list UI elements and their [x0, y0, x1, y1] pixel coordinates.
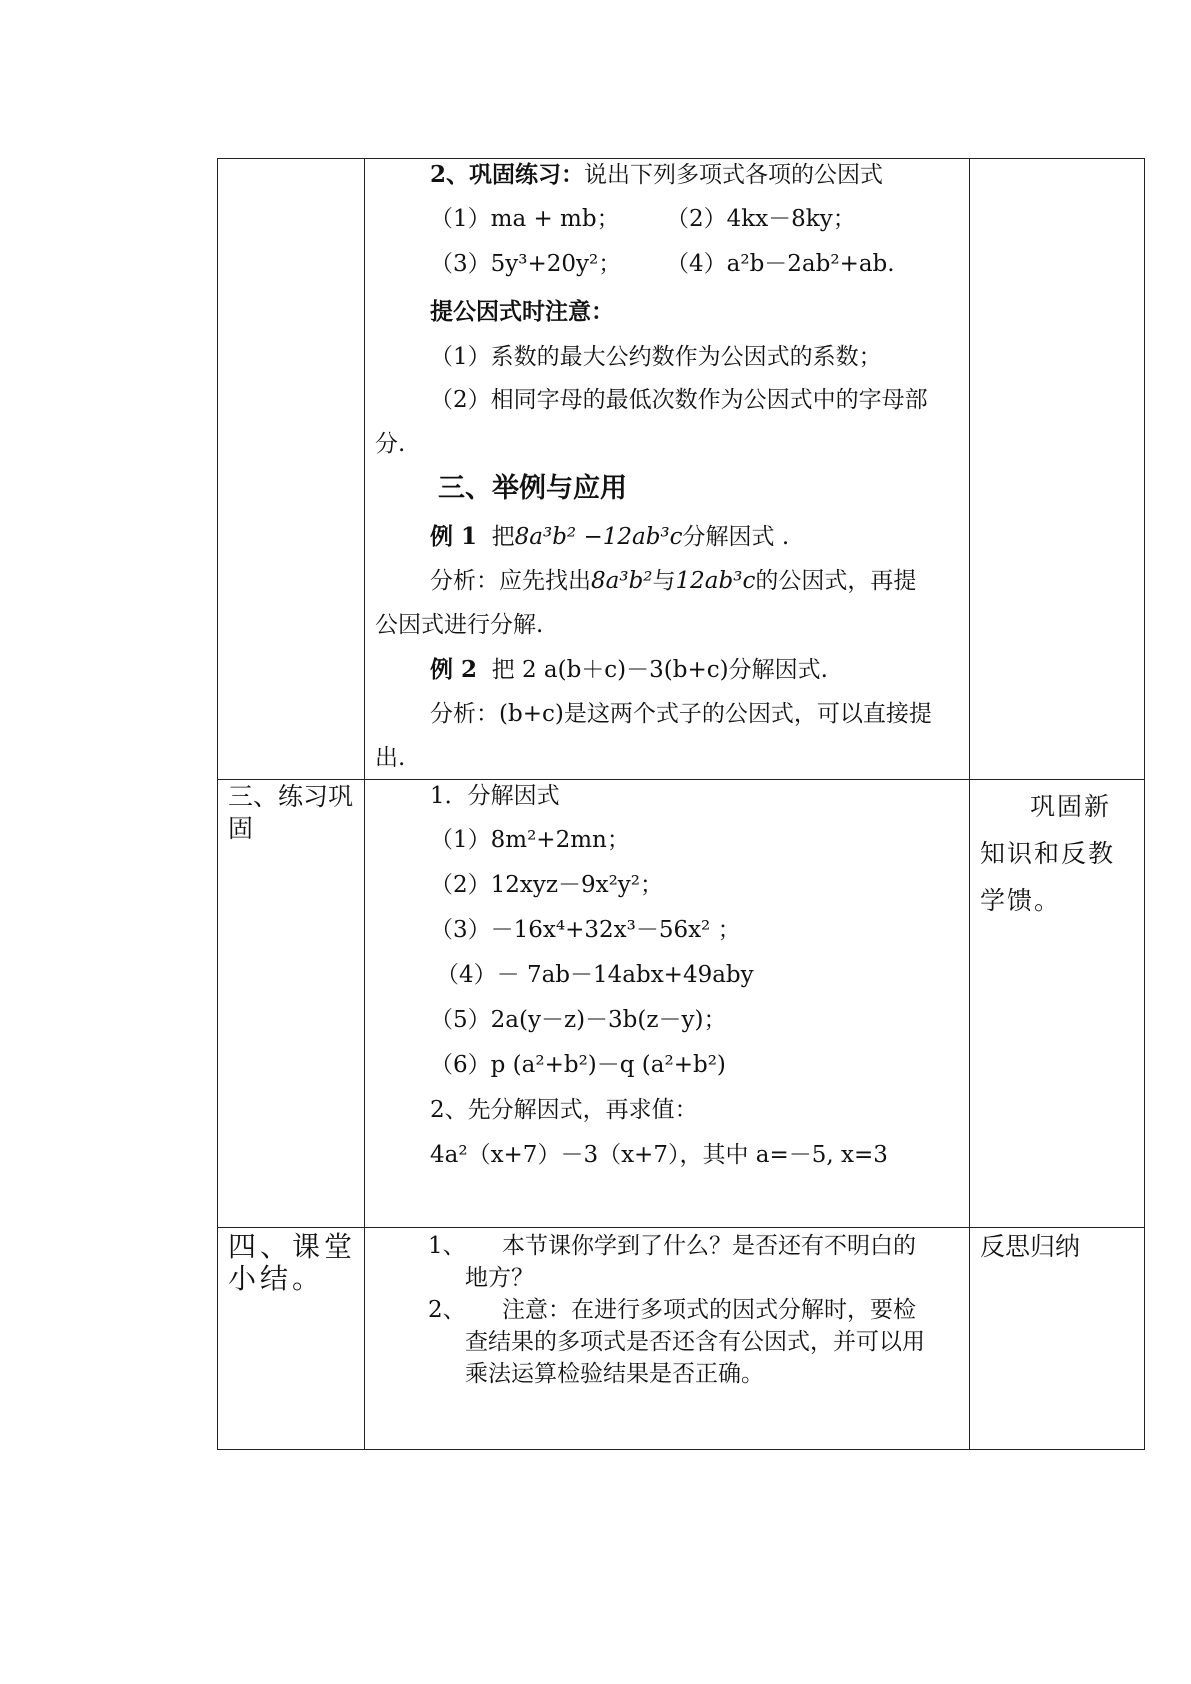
example-1-analysis-pre: 分析：应先找出 [430, 568, 591, 594]
column-divider-right [969, 159, 970, 1449]
summary-item-1-line1: 本节课你学到了什么？是否还有不明白的 [502, 1233, 916, 1259]
row-divider-practice [218, 779, 1144, 780]
summary-item-2-line3: 乘法运算检验结果是否正确。 [465, 1361, 764, 1387]
example-1-analysis [430, 566, 916, 596]
note-item-2-line2: 分. [375, 431, 406, 457]
summary-item-1-number: 1、 [428, 1233, 466, 1259]
example-1-analysis-mid: 与 [652, 568, 676, 594]
section-title-examples: 三、举例与应用 [438, 473, 627, 504]
example-1-analysis-expr2: 12ab³c [675, 568, 756, 594]
practice-q1-item-2: （2）12xyz－9x²y²； [430, 872, 664, 898]
lesson-plan-table [217, 158, 1145, 1450]
example-2-analysis-line1: 分析：(b+c)是这两个式子的公因式，可以直接提 [430, 701, 932, 727]
example-1-label: 例 1 [430, 523, 478, 550]
consolidation-heading-bold: 2、巩固练习： [430, 161, 585, 188]
consolidation-heading [430, 160, 883, 190]
consolidation-item-3: （3）5y³+20y²； [430, 251, 622, 277]
summary-item-2-line1: 注意：在进行多项式的因式分解时，要检 [502, 1297, 916, 1323]
practice-q1-title: 1．分解因式 [430, 783, 560, 809]
summary-item-2-line2: 查结果的多项式是否还含有公因式，并可以用 [465, 1329, 925, 1355]
column-divider-left [364, 159, 365, 1449]
example-1-expression: 8a³b² −12ab³c [514, 524, 683, 550]
note-item-2-line1: （2）相同字母的最低次数作为公因式中的字母部 [430, 387, 928, 413]
summary-purpose: 反思归纳 [980, 1232, 1081, 1261]
note-title: 提公因式时注意： [430, 298, 614, 325]
summary-label: 四、课堂小结。 [228, 1230, 357, 1295]
consolidation-heading-rest: 说出下列多项式各项的公因式 [584, 162, 884, 188]
practice-q2-expression: 4a²（x+7）－3（x+7），其中 a=－5, x=3 [430, 1142, 888, 1168]
note-item-1: （1）系数的最大公约数作为公因式的系数； [430, 344, 882, 370]
example-1-analysis-expr1: 8a³b² [591, 568, 653, 594]
row-divider-summary [218, 1227, 1144, 1228]
example-1-analysis-post: 的公因式，再提 [755, 568, 917, 594]
example-2 [430, 655, 828, 685]
consolidation-item-1: （1）ma + mb； [430, 206, 620, 232]
practice-purpose: 巩固新知识和反教学馈。 [980, 792, 1116, 915]
summary-item-2-number: 2、 [428, 1297, 466, 1323]
practice-q1-item-1: （1）8m²+2mn； [430, 827, 630, 853]
practice-label: 三、练习巩固 [228, 782, 354, 843]
example-2-label: 例 2 [430, 656, 478, 683]
example-2-analysis-line2: 出. [375, 745, 406, 771]
practice-q1-item-3: （3）－16x⁴+32x³－56x² ； [430, 917, 741, 943]
example-1-text-pre: 把 [491, 524, 515, 550]
consolidation-item-4: （4）a²b－2ab²+ab. [666, 251, 895, 277]
example-1 [430, 522, 789, 552]
practice-q1-item-6: （6）p (a²+b²)－q (a²+b²) [430, 1052, 726, 1078]
example-1-analysis-line2: 公因式进行分解. [375, 612, 544, 638]
practice-q2-title: 2、先分解因式，再求值： [430, 1097, 698, 1123]
consolidation-item-2: （2）4kx－8ky； [666, 206, 856, 232]
practice-q1-item-5: （5）2a(y－z)－3b(z－y)； [430, 1007, 727, 1033]
summary-item-1-line2: 地方？ [465, 1265, 534, 1291]
example-2-text: 把 2 a(b＋c)－3(b+c)分解因式. [491, 657, 828, 683]
example-1-text-post: 分解因式 . [682, 524, 790, 550]
practice-q1-item-4: （4）－ 7ab－14abx+49aby [436, 962, 754, 988]
